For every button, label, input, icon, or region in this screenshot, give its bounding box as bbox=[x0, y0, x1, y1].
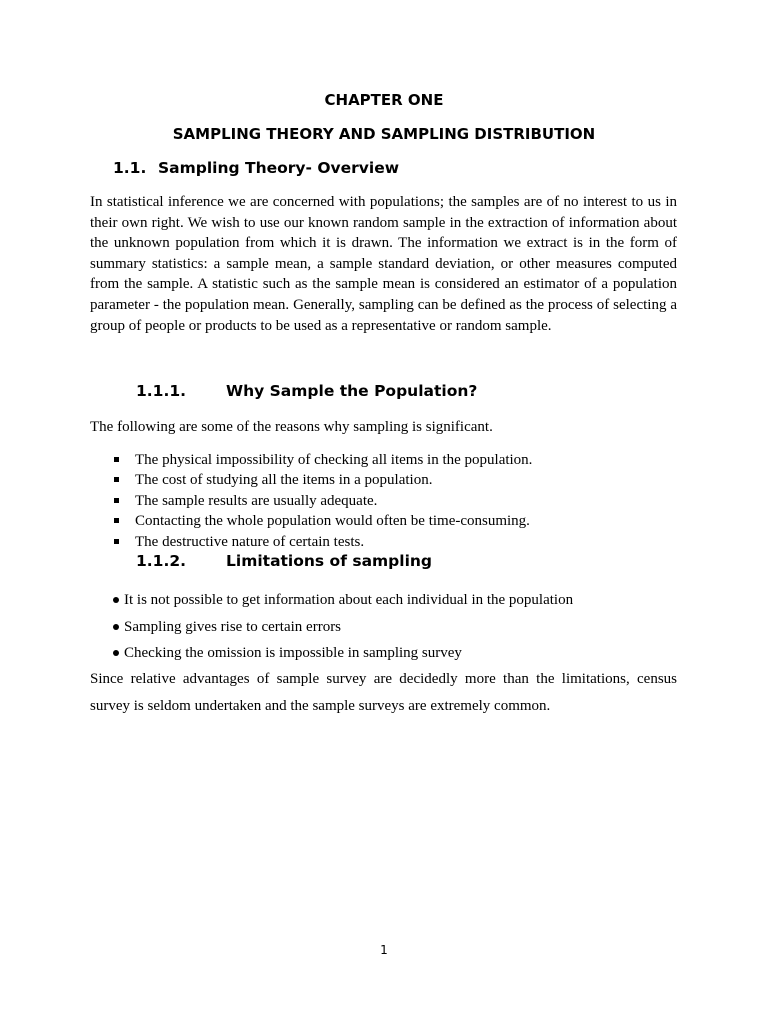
list-item: It is not possible to get information about each individual in the population bbox=[112, 587, 573, 614]
limitations-list bbox=[112, 587, 573, 667]
section-number: 1.1.1. bbox=[136, 382, 187, 400]
reasons-list bbox=[113, 450, 532, 552]
overview-paragraph: In statistical inference we are concerned with populations; the samples are of no interest to us in their own right. We wish to use our known random sample in the extraction of information about the unknown population from which it is drawn. The information we extract is in the form of summary statistics: a sample mean, a sample standard deviation, or other measures computed from the sample. A statistic such as the sample mean is considered an estimator of a population parameter - the population mean. Generally, sampling can be defined as the process of selecting a group of people or products to be used as a representative or random sample. bbox=[90, 194, 677, 334]
conclusion-paragraph: Since relative advantages of sample survey are decidedly more than the limitations, census survey is seldom undertaken and the sample surveys are extremely common. bbox=[90, 671, 677, 714]
section-number: 1.1. bbox=[113, 159, 147, 177]
chapter-subtitle: SAMPLING THEORY AND SAMPLING DISTRIBUTION bbox=[172, 125, 596, 143]
section-heading-1-1-1 bbox=[136, 382, 477, 400]
list-item: Checking the omission is impossible in sampling survey bbox=[112, 640, 573, 667]
section-title: Limitations of sampling bbox=[226, 552, 433, 570]
list-item: Contacting the whole population would often be time-consuming. bbox=[113, 511, 532, 531]
page-number: 1 bbox=[380, 943, 388, 957]
list-item: Sampling gives rise to certain errors bbox=[112, 614, 573, 641]
square-bullet-icon bbox=[114, 498, 119, 503]
square-bullet-icon bbox=[114, 539, 119, 544]
square-bullet-icon bbox=[114, 477, 119, 482]
section-heading-1-1 bbox=[113, 159, 399, 177]
section-heading-1-1-2 bbox=[136, 552, 432, 570]
section-title: Sampling Theory- Overview bbox=[158, 159, 400, 177]
list-item: The cost of studying all the items in a population. bbox=[113, 470, 532, 490]
dot-bullet-icon bbox=[113, 624, 119, 630]
reasons-intro: The following are some of the reasons why sampling is significant. bbox=[90, 419, 493, 435]
square-bullet-icon bbox=[114, 518, 119, 523]
dot-bullet-icon bbox=[113, 597, 119, 603]
square-bullet-icon bbox=[114, 457, 119, 462]
list-item: The destructive nature of certain tests. bbox=[113, 532, 532, 552]
dot-bullet-icon bbox=[113, 650, 119, 656]
list-item: The physical impossibility of checking all items in the population. bbox=[113, 450, 532, 470]
section-title: Why Sample the Population? bbox=[226, 382, 478, 400]
list-item: The sample results are usually adequate. bbox=[113, 491, 532, 511]
chapter-title: CHAPTER ONE bbox=[324, 91, 444, 109]
section-number: 1.1.2. bbox=[136, 552, 187, 570]
